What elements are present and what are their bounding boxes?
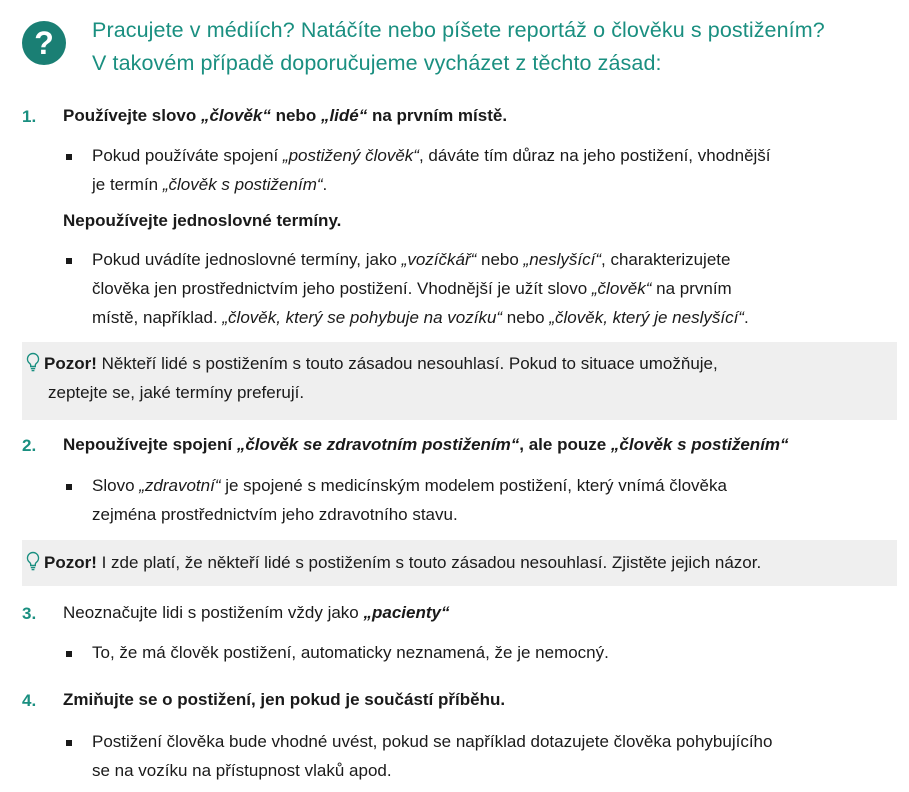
section-1-bullet-2-line-3: místě, například. „člověk, který se pohybuje na vozíku“ nebo „člověk, který je neslyšící“.: [92, 308, 749, 327]
section-1-heading: Používejte slovo „člověk“ nebo „lidé“ na prvním místě.: [63, 106, 508, 125]
warning-note-line-1: Pozor! I zde platí, že někteří lidé s postižením s touto zásadou nesouhlasí. Zjistěte jejich názor.: [26, 551, 761, 573]
section-4-heading: Zmiňujte se o postižení, jen pokud je součástí příběhu.: [63, 690, 506, 709]
header-line-1: Pracujete v médiích? Natáčíte nebo píšete reportáž o člověku s postižením?: [92, 18, 825, 42]
section-3-number: 3.: [22, 604, 37, 623]
section-4-number: 4.: [22, 691, 37, 710]
bullet-icon: [66, 154, 72, 160]
section-1-subheading: Nepoužívejte jednoslovné termíny.: [63, 211, 342, 230]
section-3-heading: Neoznačujte lidi s postižením vždy jako „pacienty“: [63, 603, 450, 622]
warning-note-line-1: Pozor! Někteří lidé s postižením s touto zásadou nesouhlasí. Pokud to situace umožňuje,: [26, 352, 718, 374]
lightbulb-icon: [26, 551, 40, 571]
section-1-bullet-2-line-1: Pokud uvádíte jednoslovné termíny, jako „vozíčkář“ nebo „neslyšící“, charakterizujete: [92, 250, 731, 269]
section-4-bullet-1-line-1: Postižení člověka bude vhodné uvést, pokud se například dotazujete člověka pohybujícího: [92, 732, 773, 751]
bullet-icon: [66, 484, 72, 490]
section-3-bullet-1-line-1: To, že má člověk postižení, automaticky neznamená, že je nemocný.: [92, 643, 609, 662]
section-1-number: 1.: [22, 107, 37, 126]
section-2-number: 2.: [22, 436, 37, 455]
section-4-bullet-1-line-2: se na vozíku na přístupnost vlaků apod.: [92, 761, 392, 780]
section-2-heading: Nepoužívejte spojení „člověk se zdravotním postižením“, ale pouze „člověk s postižením“: [63, 435, 789, 454]
section-2-bullet-1-line-1: Slovo „zdravotní“ je spojené s medicínským modelem postižení, který vnímá člověka: [92, 476, 727, 495]
question-mark-icon: ?: [22, 21, 66, 65]
section-1-bullet-1-line-1: Pokud používáte spojení „postižený člověk“, dáváte tím důraz na jeho postižení, vhodnější: [92, 146, 771, 165]
bullet-icon: [66, 740, 72, 746]
section-1-bullet-1-line-2: je termín „člověk s postižením“.: [92, 175, 328, 194]
lightbulb-icon: [26, 352, 40, 372]
section-2-bullet-1-line-2: zejména prostřednictvím jeho zdravotního stavu.: [92, 505, 458, 524]
bullet-icon: [66, 651, 72, 657]
bullet-icon: [66, 258, 72, 264]
section-1-bullet-2-line-2: člověka jen prostřednictvím jeho postižení. Vhodnější je užít slovo „člověk“ na prvním: [92, 279, 732, 298]
warning-note-line-2: zeptejte se, jaké termíny preferují.: [48, 383, 305, 402]
header-line-2: V takovém případě doporučujeme vycházet z těchto zásad:: [92, 51, 662, 75]
